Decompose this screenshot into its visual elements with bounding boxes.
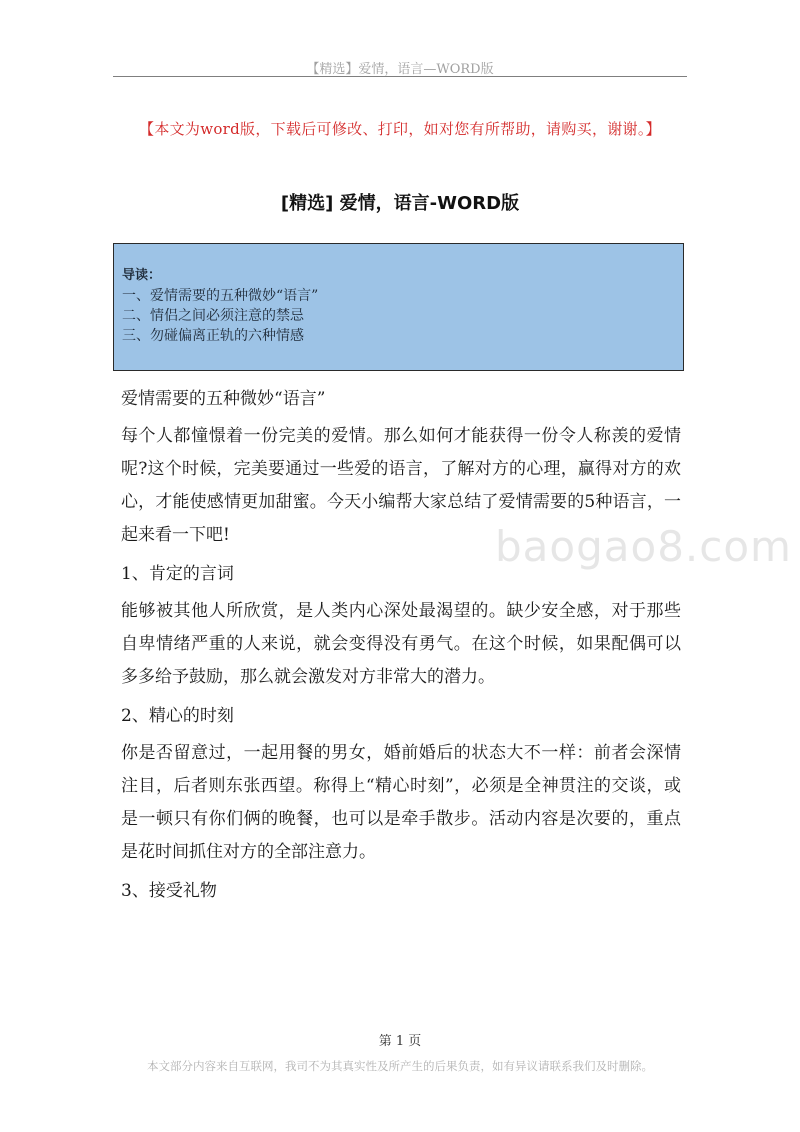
- item-paragraph: 你是否留意过，一起用餐的男女，婚前婚后的状态大不一样：前者会深情注目，后者则东张西望。称得上“精心时刻”，必须是全神贯注的交谈，或是一顿只有你们俩的晚餐，也可以是牵手散步。活动内容是次要的，重点是花时间抓住对方的全部注意力。: [121, 743, 681, 862]
- item-paragraph: 能够被其他人所欣赏，是人类内心深处最渴望的。缺少安全感，对于那些自卑情绪严重的人来说，就会变得没有勇气。在这个时候，如果配偶可以多多给予鼓励，那么就会激发对方非常大的潜力。: [121, 601, 681, 687]
- item-title: 2、精心的时刻: [121, 706, 234, 726]
- document-body: [121, 377, 681, 912]
- footer-disclaimer: 本文部分内容来自互联网，我司不为其真实性及所产生的后果负责，如有异议请联系我们及时删除。: [147, 1059, 653, 1073]
- guide-item: 三、勿碰偏离正轨的六种情感: [122, 328, 304, 344]
- guide-item: 二、情侣之间必须注意的禁忌: [122, 308, 304, 324]
- watermark: baogao8.com: [495, 522, 792, 571]
- page-header: 【精选】爱情，语言—WORD版: [306, 62, 494, 77]
- guide-box: [113, 243, 684, 371]
- item-title: 1、肯定的言词: [121, 564, 234, 584]
- document-title: [精选] 爱情，语言-WORD版: [280, 193, 520, 214]
- guide-item: 一、爱情需要的五种微妙“语言”: [122, 288, 319, 304]
- intro-paragraph: 每个人都憧憬着一份完美的爱情。那么如何才能获得一份令人称羡的爱情呢?这个时候，完美要通过一些爱的语言，了解对方的心理，赢得对方的欢心，才能使感情更加甜蜜。今天小编帮大家总结了爱情需要的5种语言，一起来看一下吧!: [121, 426, 681, 545]
- page-number: 第 1 页: [378, 1034, 422, 1049]
- header-divider: [113, 76, 687, 77]
- download-notice: 【本文为word版，下载后可修改、打印，如对您有所帮助，请购买，谢谢。】: [139, 120, 661, 138]
- section-title: 爱情需要的五种微妙“语言”: [121, 389, 326, 409]
- item-title: 3、接受礼物: [121, 881, 217, 901]
- guide-heading: 导读：: [122, 268, 162, 283]
